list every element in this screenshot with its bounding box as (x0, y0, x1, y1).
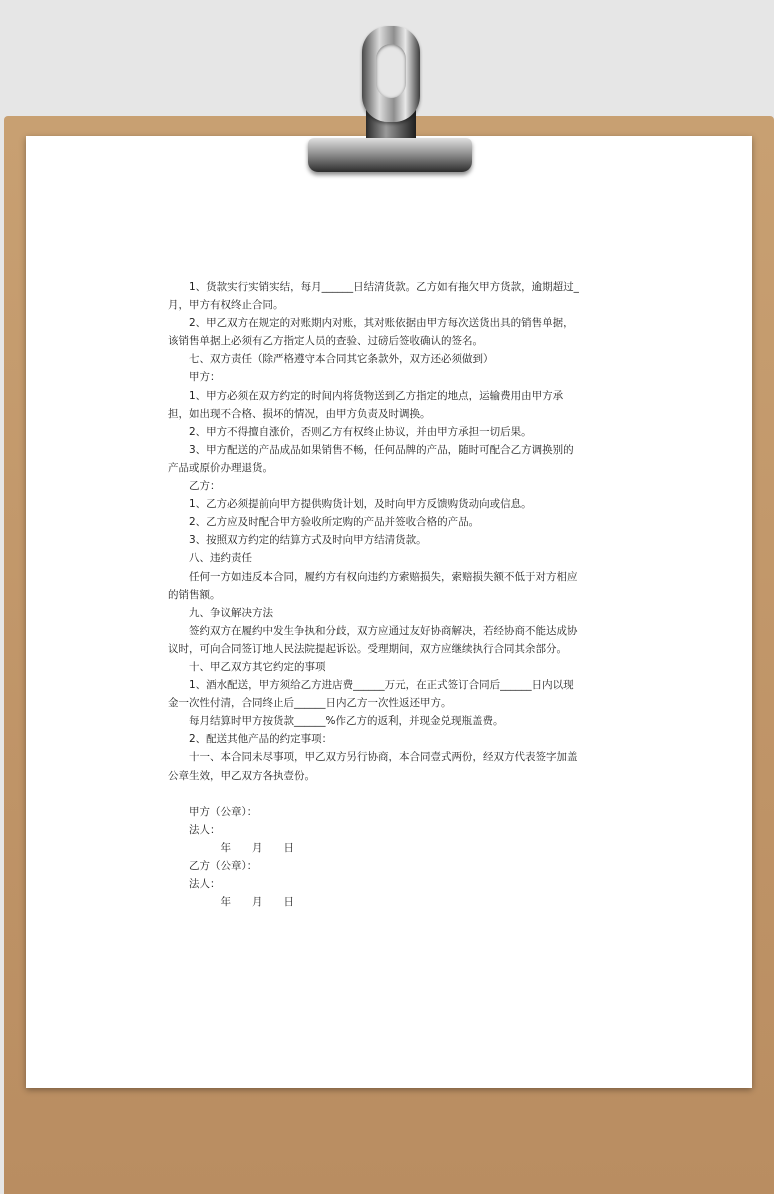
contract-line: 七、双方责任（除严格遵守本合同其它条款外，双方还必须做到） (189, 353, 494, 366)
spacer (168, 785, 608, 803)
contract-line: 八、违约责任 (189, 552, 252, 565)
contract-line: 3、甲方配送的产品成品如果销售不畅，任何品牌的产品，随时可配合乙方调换别的 (189, 443, 574, 456)
contract-line: 2、甲乙双方在规定的对账期内对账，其对账依据由甲方每次送货出具的销售单据， (189, 317, 574, 330)
contract-text (168, 278, 608, 911)
party-b-date: 年 月 日 (220, 896, 294, 909)
contract-line: 2、乙方应及时配合甲方验收所定购的产品并签收合格的产品。 (189, 516, 480, 529)
binder-clip (300, 26, 478, 176)
contract-line: 1、酒水配送，甲方须给乙方进店费______万元，在正式签订合同后______日内以现 (189, 679, 574, 692)
clip-base (308, 138, 472, 172)
contract-line: 每月结算时甲方按货款______%作乙方的返利，并现金兑现瓶盖费。 (189, 715, 504, 728)
contract-paragraphs (168, 278, 608, 785)
party-b-legal-label: 法人： (189, 878, 221, 890)
contract-line: 公章生效，甲乙双方各执壹份。 (168, 769, 315, 782)
party-b-seal-label: 乙方（公章）： (189, 859, 258, 872)
contract-line: 1、货款实行实销实结，每月______日结清货款。乙方如有拖欠甲方货款，逾期超过_ (189, 281, 579, 293)
contract-line: 担，如出现不合格、损坏的情况，由甲方负责及时调换。 (168, 407, 431, 420)
contract-line: 2、配送其他产品的约定事项： (189, 733, 333, 746)
contract-line: 月，甲方有权终止合同。 (168, 299, 284, 312)
contract-line: 乙方： (189, 480, 221, 493)
contract-line: 议时，可向合同签订地人民法院提起诉讼。受理期间，双方应继续执行合同其余部分。 (168, 642, 567, 655)
contract-line: 该销售单据上必须有乙方指定人员的查验、过磅后签收确认的签名。 (168, 335, 483, 348)
contract-line: 3、按照双方约定的结算方式及时向甲方结清货款。 (189, 534, 427, 547)
contract-line: 金一次性付清，合同终止后______日内乙方一次性返还甲方。 (168, 697, 452, 710)
contract-line: 签约双方在履约中发生争执和分歧，双方应通过友好协商解决，若经协商不能达成协 (189, 624, 578, 637)
party-a-legal-label: 法人： (189, 823, 221, 836)
contract-line: 1、甲方必须在双方约定的时间内将货物送到乙方指定的地点，运输费用由甲方承 (189, 389, 564, 402)
contract-line: 的销售额。 (168, 588, 221, 601)
clip-hole (376, 44, 406, 98)
contract-line: 十一、本合同未尽事项，甲乙双方另行协商，本合同壹式两份，经双方代表签字加盖 (189, 751, 578, 764)
contract-line: 1、乙方必须提前向甲方提供购货计划，及时向甲方反馈购货动向或信息。 (189, 498, 532, 511)
contract-line: 十、甲乙双方其它约定的事项 (189, 660, 326, 673)
contract-line: 甲方： (189, 371, 221, 384)
party-a-date: 年 月 日 (220, 841, 294, 854)
party-a-seal-label: 甲方（公章）： (189, 805, 258, 818)
contract-line: 产品或原价办理退货。 (168, 461, 273, 474)
contract-line: 2、甲方不得擅自涨价，否则乙方有权终止协议，并由甲方承担一切后果。 (189, 425, 532, 438)
contract-line: 九、争议解决方法 (189, 606, 273, 619)
clip-ring (362, 26, 420, 122)
contract-line: 任何一方如违反本合同，履约方有权向违约方索赔损失，索赔损失额不低于对方相应 (189, 570, 578, 583)
